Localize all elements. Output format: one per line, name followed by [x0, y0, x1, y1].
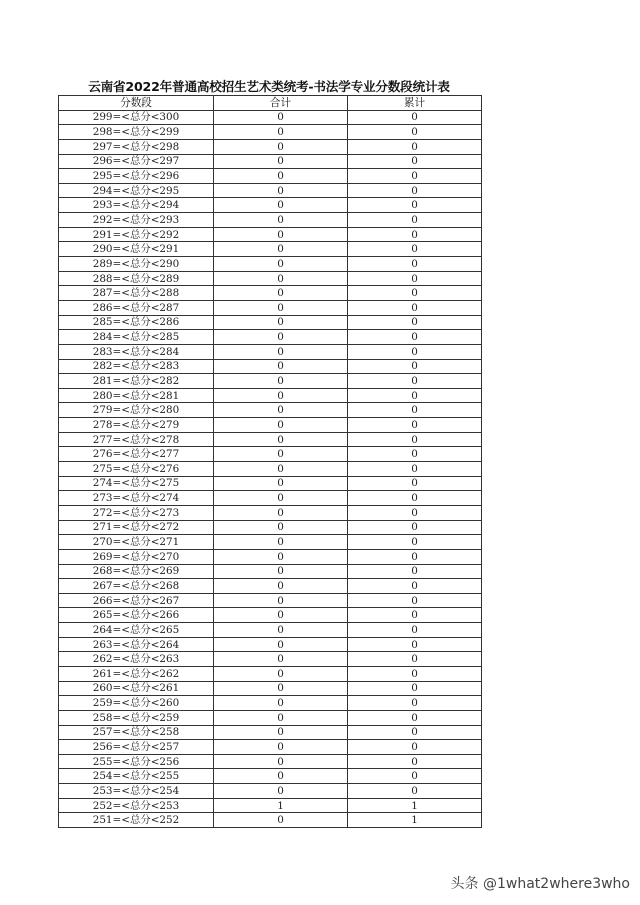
cell-total: 0	[214, 125, 348, 140]
cell-cumulative: 0	[348, 505, 482, 520]
table-row	[59, 608, 482, 623]
cell-total: 0	[214, 183, 348, 198]
table-row	[59, 579, 482, 594]
cell-total: 0	[214, 300, 348, 315]
cell-score-range: 258=<总分<259	[59, 710, 214, 725]
score-distribution-table	[58, 95, 482, 828]
cell-total: 0	[214, 769, 348, 784]
cell-score-range: 293=<总分<294	[59, 198, 214, 213]
table-row	[59, 139, 482, 154]
cell-cumulative: 0	[348, 125, 482, 140]
cell-cumulative: 0	[348, 271, 482, 286]
table-row	[59, 418, 482, 433]
cell-score-range: 292=<总分<293	[59, 213, 214, 228]
cell-cumulative: 0	[348, 315, 482, 330]
cell-total: 1	[214, 798, 348, 813]
cell-score-range: 270=<总分<271	[59, 535, 214, 550]
table-row	[59, 696, 482, 711]
cell-cumulative: 0	[348, 183, 482, 198]
cell-score-range: 269=<总分<270	[59, 549, 214, 564]
cell-score-range: 254=<总分<255	[59, 769, 214, 784]
table-row	[59, 344, 482, 359]
cell-total: 0	[214, 520, 348, 535]
cell-total: 0	[214, 579, 348, 594]
cell-cumulative: 0	[348, 154, 482, 169]
cell-score-range: 272=<总分<273	[59, 505, 214, 520]
cell-cumulative: 0	[348, 432, 482, 447]
table-body	[59, 110, 482, 827]
cell-total: 0	[214, 359, 348, 374]
table-row	[59, 813, 482, 828]
table-row	[59, 754, 482, 769]
cell-score-range: 264=<总分<265	[59, 623, 214, 638]
table-row	[59, 154, 482, 169]
table-row	[59, 271, 482, 286]
table-row	[59, 125, 482, 140]
table-row	[59, 681, 482, 696]
cell-score-range: 294=<总分<295	[59, 183, 214, 198]
table-row	[59, 374, 482, 389]
cell-cumulative: 0	[348, 593, 482, 608]
cell-cumulative: 0	[348, 579, 482, 594]
cell-cumulative: 0	[348, 462, 482, 477]
cell-total: 0	[214, 388, 348, 403]
table-row	[59, 169, 482, 184]
table-row	[59, 505, 482, 520]
cell-total: 0	[214, 242, 348, 257]
cell-total: 0	[214, 549, 348, 564]
table-row	[59, 784, 482, 799]
cell-score-range: 296=<总分<297	[59, 154, 214, 169]
cell-score-range: 291=<总分<292	[59, 227, 214, 242]
cell-total: 0	[214, 257, 348, 272]
cell-score-range: 273=<总分<274	[59, 491, 214, 506]
cell-score-range: 284=<总分<285	[59, 330, 214, 345]
cell-total: 0	[214, 315, 348, 330]
cell-cumulative: 0	[348, 257, 482, 272]
cell-total: 0	[214, 447, 348, 462]
cell-total: 0	[214, 623, 348, 638]
cell-total: 0	[214, 462, 348, 477]
cell-cumulative: 0	[348, 564, 482, 579]
cell-total: 0	[214, 330, 348, 345]
cell-score-range: 277=<总分<278	[59, 432, 214, 447]
cell-cumulative: 0	[348, 139, 482, 154]
cell-cumulative: 0	[348, 784, 482, 799]
cell-score-range: 278=<总分<279	[59, 418, 214, 433]
cell-cumulative: 0	[348, 476, 482, 491]
cell-cumulative: 0	[348, 725, 482, 740]
table-row	[59, 432, 482, 447]
cell-score-range: 263=<总分<264	[59, 637, 214, 652]
cell-total: 0	[214, 491, 348, 506]
cell-cumulative: 0	[348, 666, 482, 681]
table-row	[59, 447, 482, 462]
table-row	[59, 652, 482, 667]
cell-score-range: 288=<总分<289	[59, 271, 214, 286]
table-row	[59, 593, 482, 608]
cell-score-range: 252=<总分<253	[59, 798, 214, 813]
cell-cumulative: 1	[348, 813, 482, 828]
cell-cumulative: 0	[348, 710, 482, 725]
cell-cumulative: 0	[348, 754, 482, 769]
table-row	[59, 183, 482, 198]
table-row	[59, 725, 482, 740]
cell-cumulative: 0	[348, 286, 482, 301]
cell-total: 0	[214, 710, 348, 725]
cell-total: 0	[214, 169, 348, 184]
cell-score-range: 256=<总分<257	[59, 740, 214, 755]
cell-cumulative: 0	[348, 681, 482, 696]
table-row	[59, 710, 482, 725]
table-row	[59, 213, 482, 228]
cell-cumulative: 0	[348, 623, 482, 638]
cell-cumulative: 0	[348, 696, 482, 711]
cell-score-range: 267=<总分<268	[59, 579, 214, 594]
table-row	[59, 769, 482, 784]
cell-score-range: 282=<总分<283	[59, 359, 214, 374]
cell-score-range: 290=<总分<291	[59, 242, 214, 257]
cell-score-range: 276=<总分<277	[59, 447, 214, 462]
table-row	[59, 257, 482, 272]
cell-total: 0	[214, 681, 348, 696]
cell-total: 0	[214, 271, 348, 286]
cell-total: 0	[214, 754, 348, 769]
cell-score-range: 280=<总分<281	[59, 388, 214, 403]
cell-score-range: 268=<总分<269	[59, 564, 214, 579]
cell-cumulative: 0	[348, 198, 482, 213]
table-row	[59, 242, 482, 257]
cell-total: 0	[214, 286, 348, 301]
table-row	[59, 798, 482, 813]
cell-cumulative: 0	[348, 535, 482, 550]
cell-total: 0	[214, 213, 348, 228]
cell-total: 0	[214, 535, 348, 550]
table-row	[59, 549, 482, 564]
cell-total: 0	[214, 476, 348, 491]
table-row	[59, 637, 482, 652]
cell-total: 0	[214, 813, 348, 828]
table-row	[59, 330, 482, 345]
cell-score-range: 279=<总分<280	[59, 403, 214, 418]
cell-cumulative: 0	[348, 608, 482, 623]
cell-score-range: 287=<总分<288	[59, 286, 214, 301]
cell-score-range: 275=<总分<276	[59, 462, 214, 477]
table-row	[59, 286, 482, 301]
table-row	[59, 300, 482, 315]
cell-score-range: 265=<总分<266	[59, 608, 214, 623]
cell-score-range: 260=<总分<261	[59, 681, 214, 696]
watermark: 头条 @1what2where3who	[450, 876, 630, 892]
cell-cumulative: 0	[348, 652, 482, 667]
cell-cumulative: 0	[348, 447, 482, 462]
table-row	[59, 403, 482, 418]
table-row	[59, 388, 482, 403]
cell-total: 0	[214, 344, 348, 359]
table-title: 云南省2022年普通高校招生艺术类统考-书法学专业分数段统计表	[88, 79, 450, 94]
cell-score-range: 253=<总分<254	[59, 784, 214, 799]
cell-total: 0	[214, 154, 348, 169]
table-row	[59, 462, 482, 477]
cell-score-range: 281=<总分<282	[59, 374, 214, 389]
cell-total: 0	[214, 505, 348, 520]
cell-cumulative: 0	[348, 344, 482, 359]
cell-total: 0	[214, 725, 348, 740]
cell-cumulative: 0	[348, 227, 482, 242]
cell-total: 0	[214, 139, 348, 154]
table-row	[59, 359, 482, 374]
cell-score-range: 266=<总分<267	[59, 593, 214, 608]
table-row	[59, 476, 482, 491]
cell-total: 0	[214, 418, 348, 433]
cell-total: 0	[214, 198, 348, 213]
cell-cumulative: 0	[348, 491, 482, 506]
cell-cumulative: 0	[348, 418, 482, 433]
cell-cumulative: 0	[348, 403, 482, 418]
cell-cumulative: 0	[348, 740, 482, 755]
cell-total: 0	[214, 740, 348, 755]
table-row	[59, 623, 482, 638]
cell-cumulative: 0	[348, 169, 482, 184]
cell-total: 0	[214, 652, 348, 667]
cell-cumulative: 0	[348, 110, 482, 125]
table-row	[59, 491, 482, 506]
cell-score-range: 257=<总分<258	[59, 725, 214, 740]
table-row	[59, 227, 482, 242]
cell-total: 0	[214, 403, 348, 418]
table-row	[59, 315, 482, 330]
cell-score-range: 295=<总分<296	[59, 169, 214, 184]
cell-score-range: 289=<总分<290	[59, 257, 214, 272]
cell-total: 0	[214, 110, 348, 125]
cell-score-range: 298=<总分<299	[59, 125, 214, 140]
cell-score-range: 255=<总分<256	[59, 754, 214, 769]
table-row	[59, 740, 482, 755]
table-header-row	[59, 96, 482, 111]
cell-cumulative: 0	[348, 330, 482, 345]
cell-cumulative: 0	[348, 359, 482, 374]
cell-total: 0	[214, 696, 348, 711]
cell-cumulative: 0	[348, 769, 482, 784]
cell-cumulative: 0	[348, 242, 482, 257]
cell-score-range: 274=<总分<275	[59, 476, 214, 491]
cell-score-range: 299=<总分<300	[59, 110, 214, 125]
cell-cumulative: 0	[348, 549, 482, 564]
cell-total: 0	[214, 608, 348, 623]
header-score-range: 分数段	[59, 96, 214, 111]
table-row	[59, 564, 482, 579]
cell-total: 0	[214, 564, 348, 579]
cell-total: 0	[214, 784, 348, 799]
cell-score-range: 286=<总分<287	[59, 300, 214, 315]
cell-score-range: 251=<总分<252	[59, 813, 214, 828]
cell-cumulative: 0	[348, 637, 482, 652]
cell-score-range: 271=<总分<272	[59, 520, 214, 535]
table-row	[59, 520, 482, 535]
cell-score-range: 262=<总分<263	[59, 652, 214, 667]
cell-score-range: 261=<总分<262	[59, 666, 214, 681]
cell-cumulative: 0	[348, 213, 482, 228]
cell-total: 0	[214, 593, 348, 608]
cell-score-range: 283=<总分<284	[59, 344, 214, 359]
cell-total: 0	[214, 637, 348, 652]
cell-total: 0	[214, 432, 348, 447]
table-row	[59, 535, 482, 550]
header-total: 合计	[214, 96, 348, 111]
cell-cumulative: 1	[348, 798, 482, 813]
cell-total: 0	[214, 666, 348, 681]
cell-cumulative: 0	[348, 388, 482, 403]
cell-score-range: 285=<总分<286	[59, 315, 214, 330]
cell-score-range: 259=<总分<260	[59, 696, 214, 711]
table-row	[59, 198, 482, 213]
cell-score-range: 297=<总分<298	[59, 139, 214, 154]
header-cumulative: 累计	[348, 96, 482, 111]
table-row	[59, 666, 482, 681]
table-row	[59, 110, 482, 125]
cell-cumulative: 0	[348, 374, 482, 389]
cell-total: 0	[214, 227, 348, 242]
cell-cumulative: 0	[348, 300, 482, 315]
cell-cumulative: 0	[348, 520, 482, 535]
cell-total: 0	[214, 374, 348, 389]
